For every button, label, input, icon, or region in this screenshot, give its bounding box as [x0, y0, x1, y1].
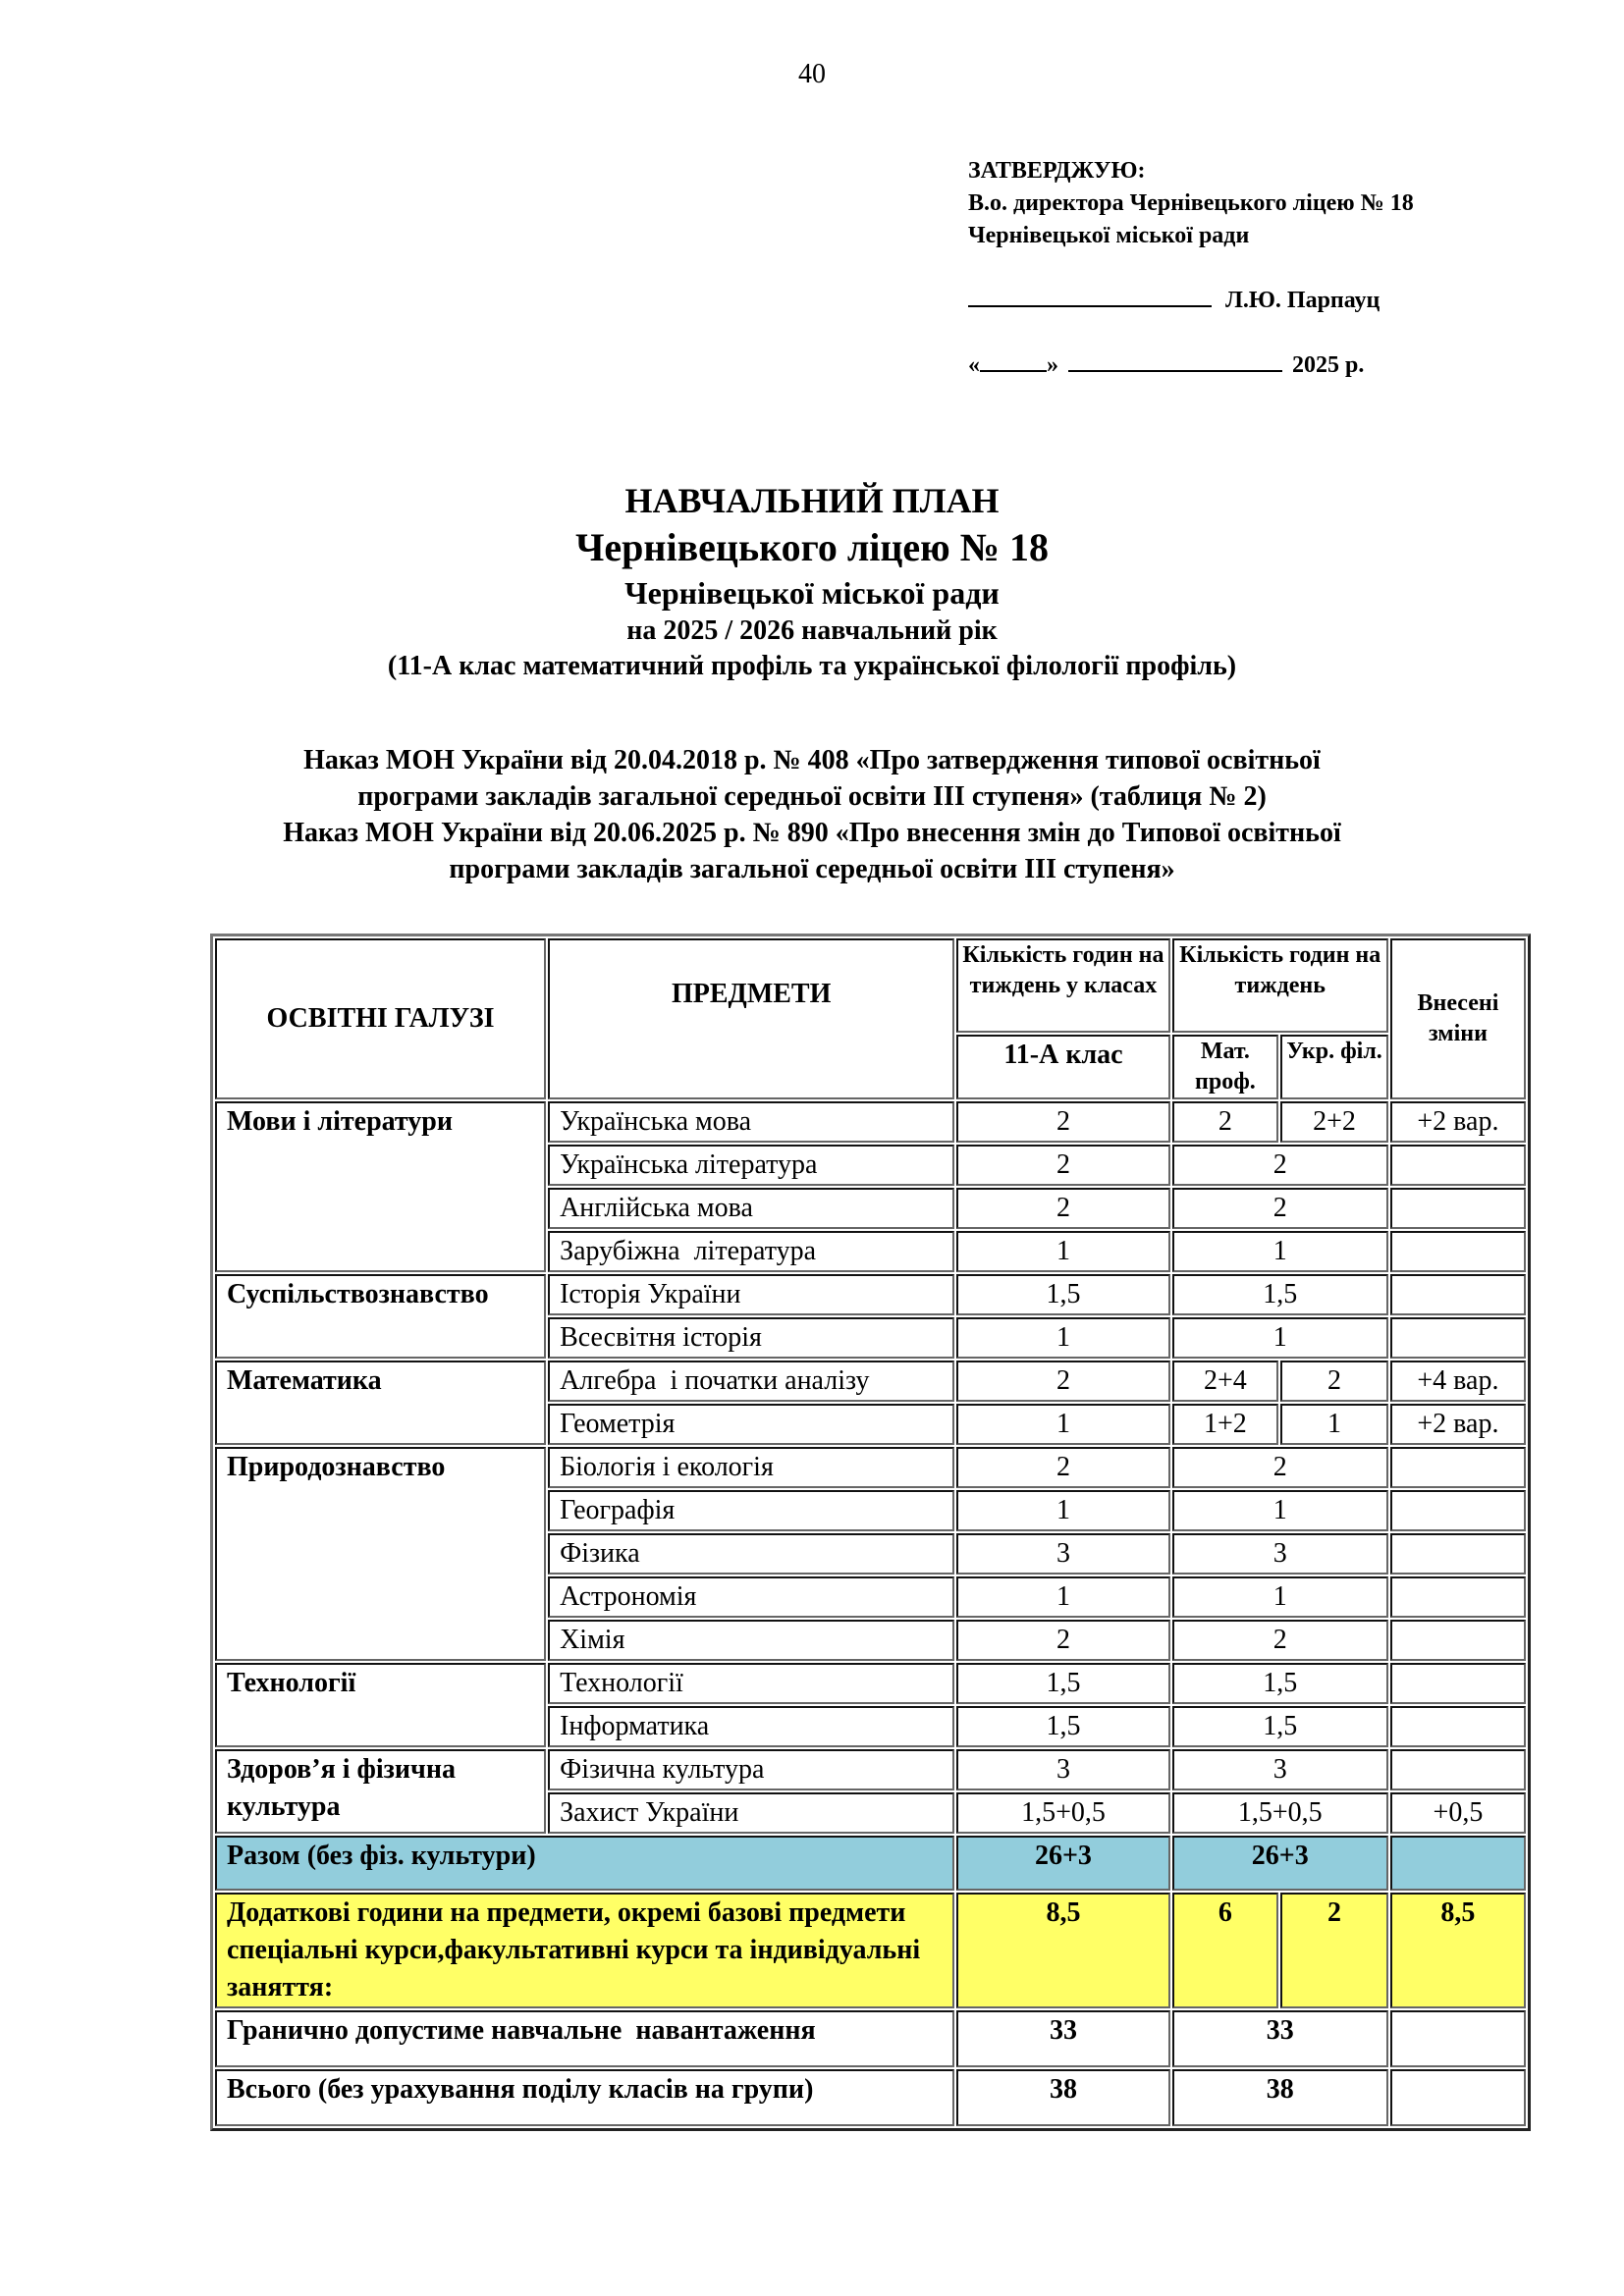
header-changes: Внесені зміни	[1390, 938, 1526, 1099]
profile-hours: 1,5	[1172, 1274, 1388, 1315]
change-value	[1390, 1447, 1526, 1488]
profile-hours: 3	[1172, 1533, 1388, 1575]
class-hours: 1	[956, 1404, 1169, 1445]
sum-profile-hours: 26+3	[1172, 1836, 1388, 1891]
title-line-3: Чернівецької міської ради	[624, 575, 1000, 611]
subject-name: Алгебра і початки аналізу	[548, 1361, 954, 1402]
subject-name: Історія України	[548, 1274, 954, 1315]
extra-math-hours: 6	[1172, 1893, 1279, 2008]
signature-blank	[968, 282, 1212, 307]
total-label: Всього (без урахування поділу класів на групи)	[215, 2069, 954, 2126]
subject-name: Технології	[548, 1663, 954, 1704]
branch-health: Здоров’я і фізична культура	[215, 1749, 546, 1834]
document-title	[0, 478, 1624, 684]
subject-name: Захист України	[548, 1792, 954, 1834]
total-profile-hours: 38	[1172, 2069, 1388, 2126]
title-line-1: НАВЧАЛЬНИЙ ПЛАН	[624, 481, 1000, 520]
change-value	[1390, 1490, 1526, 1531]
approval-organization: Чернівецької міської ради	[968, 223, 1250, 248]
class-hours: 1	[956, 1490, 1169, 1531]
profile-hours: 2	[1172, 1620, 1388, 1661]
branch-languages: Мови і літератури	[215, 1101, 546, 1272]
change-value: +2 вар.	[1390, 1101, 1526, 1143]
extra-ukr-hours: 2	[1280, 1893, 1388, 2008]
subject-name: Зарубіжна література	[548, 1231, 954, 1272]
class-hours: 1,5+0,5	[956, 1792, 1169, 1834]
ukr-profile-hours: 2	[1280, 1361, 1388, 1402]
title-line-4: на 2025 / 2026 навчальний рік	[626, 615, 998, 646]
subject-name: Українська література	[548, 1145, 954, 1186]
profile-hours: 1	[1172, 1490, 1388, 1531]
class-hours: 3	[956, 1533, 1169, 1575]
class-hours: 1	[956, 1317, 1169, 1359]
limit-profile-hours: 33	[1172, 2010, 1388, 2067]
total-row	[215, 2069, 1526, 2126]
change-value	[1390, 1576, 1526, 1618]
subject-name: Інформатика	[548, 1706, 954, 1747]
profile-hours: 2	[1172, 1447, 1388, 1488]
order-line: програми закладів загальної середньої освіти ІІІ ступеня» (таблиця № 2)	[357, 781, 1267, 812]
extra-change: 8,5	[1390, 1893, 1526, 2008]
change-value	[1390, 1620, 1526, 1661]
class-hours: 1	[956, 1576, 1169, 1618]
class-hours: 1,5	[956, 1663, 1169, 1704]
change-value	[1390, 1533, 1526, 1575]
header-math-profile: Мат. проф.	[1172, 1035, 1279, 1099]
class-hours: 2	[956, 1447, 1169, 1488]
profile-hours: 1,5+0,5	[1172, 1792, 1388, 1834]
signatory-name: Л.Ю. Парпауц	[1225, 288, 1380, 313]
subject-name: Біологія і екологія	[548, 1447, 954, 1488]
total-change	[1390, 2069, 1526, 2126]
table-row	[215, 1274, 1526, 1315]
page-number: 40	[798, 59, 826, 89]
table-row	[215, 1447, 1526, 1488]
limit-change	[1390, 2010, 1526, 2067]
change-value	[1390, 1663, 1526, 1704]
subject-name: Англійська мова	[548, 1188, 954, 1229]
subject-name: Географія	[548, 1490, 954, 1531]
total-class-hours: 38	[956, 2069, 1169, 2126]
header-hours-per-class: Кількість годин на тиждень у класах	[956, 938, 1169, 1033]
date-quote-open: «	[968, 352, 980, 378]
approval-block	[968, 155, 1414, 382]
limit-label: Гранично допустиме навчальне навантаження	[215, 2010, 954, 2067]
class-hours: 2	[956, 1620, 1169, 1661]
limit-class-hours: 33	[956, 2010, 1169, 2067]
class-hours: 2	[956, 1361, 1169, 1402]
change-value: +0,5	[1390, 1792, 1526, 1834]
change-value	[1390, 1706, 1526, 1747]
approval-date	[968, 347, 1414, 382]
change-value	[1390, 1231, 1526, 1272]
subject-name: Астрономія	[548, 1576, 954, 1618]
sum-label: Разом (без фіз. культури)	[215, 1836, 954, 1891]
subject-name: Фізична культура	[548, 1749, 954, 1790]
profile-hours: 2	[1172, 1188, 1388, 1229]
header-subjects: ПРЕДМЕТИ	[548, 938, 954, 1099]
table-row	[215, 1663, 1526, 1704]
subject-name: Українська мова	[548, 1101, 954, 1143]
change-value	[1390, 1317, 1526, 1359]
subject-name: Всесвітня історія	[548, 1317, 954, 1359]
math-profile-hours: 1+2	[1172, 1404, 1279, 1445]
title-line-2: Чернівецького ліцею № 18	[575, 525, 1049, 569]
day-blank	[980, 347, 1047, 372]
sum-class-hours: 26+3	[956, 1836, 1169, 1891]
profile-hours: 1	[1172, 1231, 1388, 1272]
date-quote-close: »	[1047, 352, 1058, 378]
curriculum-table	[210, 934, 1531, 2131]
extra-class-hours: 8,5	[956, 1893, 1169, 2008]
approval-heading: ЗАТВЕРДЖУЮ:	[968, 158, 1146, 184]
sum-row	[215, 1836, 1526, 1891]
table-row	[215, 1361, 1526, 1402]
table-row	[215, 1101, 1526, 1143]
change-value: +4 вар.	[1390, 1361, 1526, 1402]
math-profile-hours: 2	[1172, 1101, 1279, 1143]
profile-hours: 1,5	[1172, 1706, 1388, 1747]
profile-hours: 1,5	[1172, 1663, 1388, 1704]
class-hours: 3	[956, 1749, 1169, 1790]
change-value	[1390, 1145, 1526, 1186]
math-profile-hours: 2+4	[1172, 1361, 1279, 1402]
extra-hours-row	[215, 1893, 1526, 2008]
class-hours: 1,5	[956, 1274, 1169, 1315]
subject-name: Хімія	[548, 1620, 954, 1661]
ukr-profile-hours: 2+2	[1280, 1101, 1388, 1143]
change-value	[1390, 1274, 1526, 1315]
branch-math: Математика	[215, 1361, 546, 1445]
subject-name: Геометрія	[548, 1404, 954, 1445]
sum-change	[1390, 1836, 1526, 1891]
branch-tech: Технології	[215, 1663, 546, 1747]
orders-block	[0, 742, 1624, 887]
class-hours: 1	[956, 1231, 1169, 1272]
class-hours: 2	[956, 1188, 1169, 1229]
profile-hours: 1	[1172, 1317, 1388, 1359]
profile-hours: 3	[1172, 1749, 1388, 1790]
extra-label: Додаткові години на предмети, окремі базові предмети спеціальні курси,факультативні курси та індивідуальні заняття:	[215, 1893, 954, 2008]
subject-name: Фізика	[548, 1533, 954, 1575]
title-line-5: (11-А клас математичний профіль та української філології профіль)	[387, 651, 1237, 681]
order-line: Наказ МОН України від 20.04.2018 р. № 408 «Про затвердження типової освітньої	[303, 745, 1321, 775]
ukr-profile-hours: 1	[1280, 1404, 1388, 1445]
date-year: 2025 р.	[1292, 352, 1365, 378]
header-class-11a: 11-А клас	[956, 1035, 1169, 1099]
signature-line	[968, 282, 1414, 317]
header-hours-per-week: Кількість годин на тиждень	[1172, 938, 1388, 1033]
class-hours: 2	[956, 1145, 1169, 1186]
limit-row	[215, 2010, 1526, 2067]
month-blank	[1068, 347, 1282, 372]
order-line: Наказ МОН України від 20.06.2025 р. № 890 «Про внесення змін до Типової освітньої	[283, 818, 1341, 848]
profile-hours: 1	[1172, 1576, 1388, 1618]
profile-hours: 2	[1172, 1145, 1388, 1186]
class-hours: 2	[956, 1101, 1169, 1143]
change-value	[1390, 1749, 1526, 1790]
approval-position: В.о. директора Чернівецького ліцею № 18	[968, 190, 1414, 216]
table-row	[215, 1749, 1526, 1790]
change-value	[1390, 1188, 1526, 1229]
order-line: програми закладів загальної середньої освіти ІІІ ступеня»	[449, 854, 1175, 884]
header-branches: ОСВІТНІ ГАЛУЗІ	[215, 938, 546, 1099]
branch-social: Суспільствознавство	[215, 1274, 546, 1359]
branch-science: Природознавство	[215, 1447, 546, 1661]
header-ukr-profile: Укр. філ.	[1280, 1035, 1388, 1099]
class-hours: 1,5	[956, 1706, 1169, 1747]
change-value: +2 вар.	[1390, 1404, 1526, 1445]
